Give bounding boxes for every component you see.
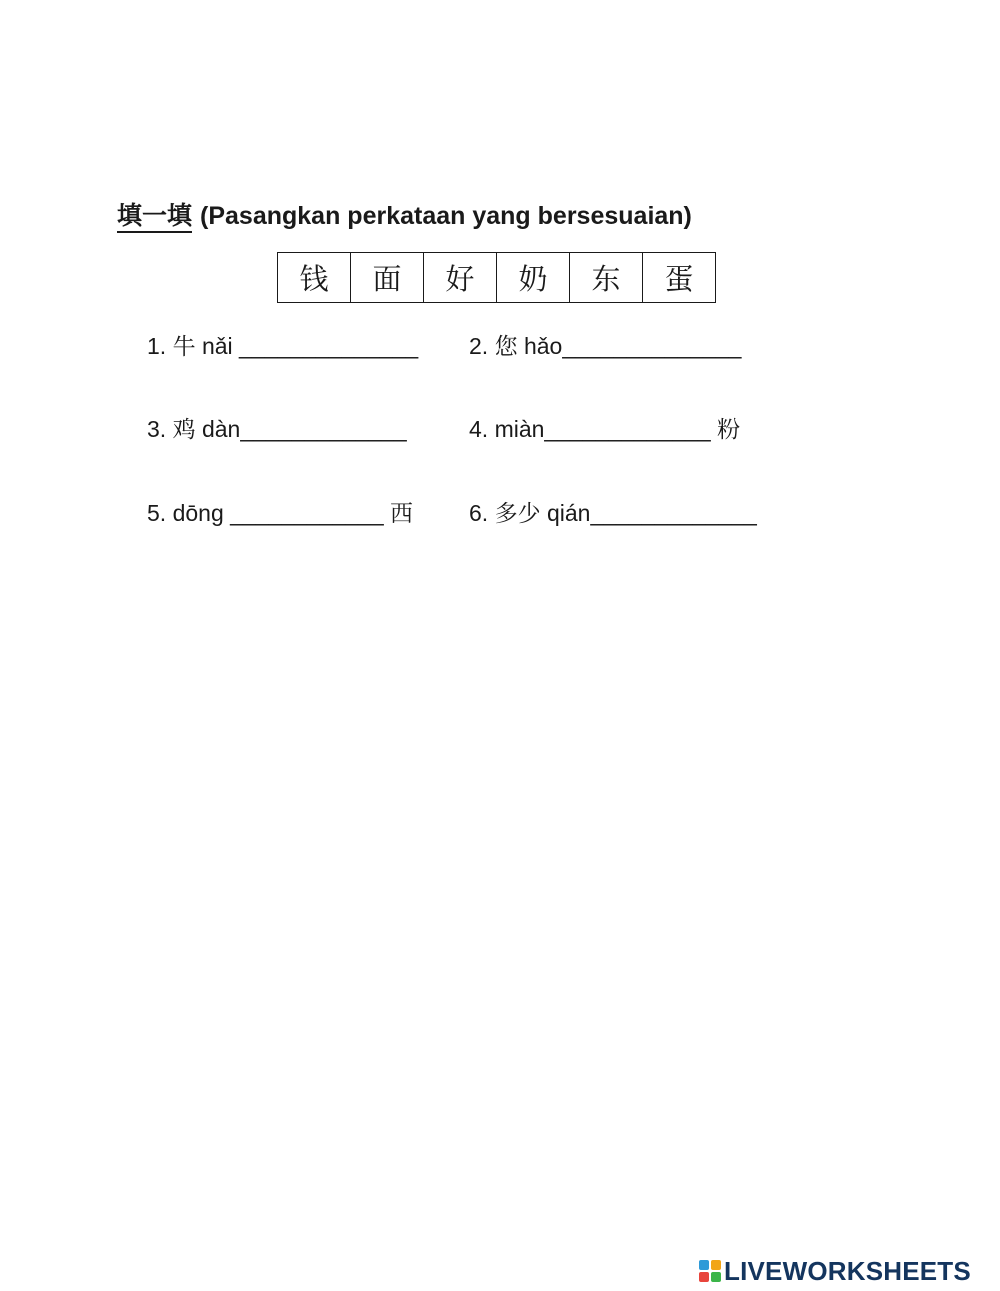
word-bank-cell: 好	[424, 253, 497, 303]
question-4[interactable]: 4. miàn_____________ 粉	[469, 416, 741, 442]
heading-chinese: 填一填	[117, 202, 192, 233]
word-bank-cell: 蛋	[643, 253, 716, 303]
liveworksheets-logo-icon	[698, 1259, 722, 1283]
liveworksheets-logo-text: LIVEWORKSHEETS	[724, 1255, 971, 1286]
question-2[interactable]: 2. 您 hǎo______________	[469, 333, 742, 359]
worksheet-heading	[117, 196, 692, 232]
question-5[interactable]: 5. dōng ____________ 西	[147, 500, 414, 526]
word-bank-cell: 奶	[497, 253, 570, 303]
liveworksheets-logo[interactable]	[698, 1257, 971, 1285]
word-bank-cell: 东	[570, 253, 643, 303]
question-3[interactable]: 3. 鸡 dàn_____________	[147, 416, 407, 442]
heading-subtitle: (Pasangkan perkataan yang bersesuaian)	[200, 202, 692, 230]
word-bank-cell: 钱	[278, 253, 351, 303]
word-bank-cell: 面	[351, 253, 424, 303]
question-1[interactable]: 1. 牛 nǎi ______________	[147, 333, 419, 359]
word-bank-row	[278, 253, 716, 303]
word-bank-table	[277, 252, 716, 303]
question-6[interactable]: 6. 多少 qián_____________	[469, 500, 757, 526]
